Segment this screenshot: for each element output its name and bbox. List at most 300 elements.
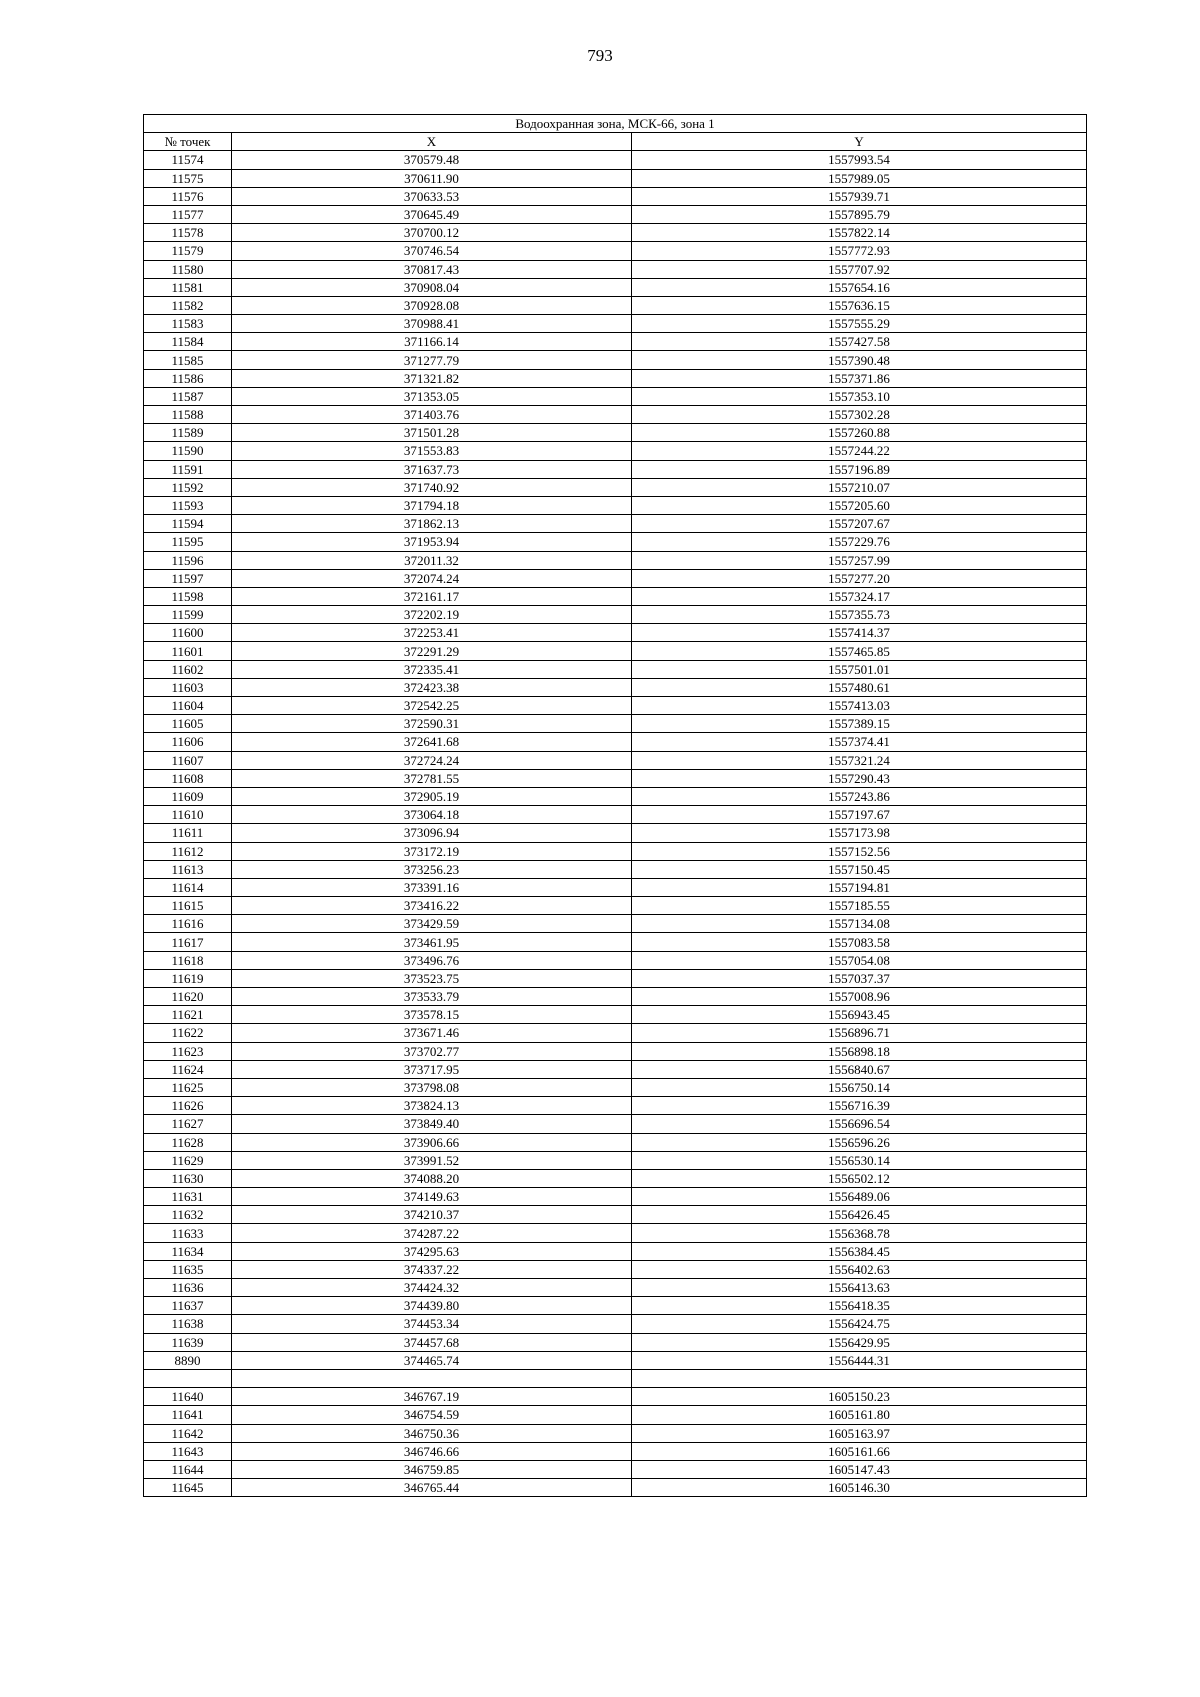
cell-x: 372011.32 — [232, 551, 632, 569]
cell-y: 1556716.39 — [632, 1097, 1087, 1115]
cell-x: 346754.59 — [232, 1406, 632, 1424]
cell-point-number: 11577 — [144, 205, 232, 223]
cell-y: 1557389.15 — [632, 715, 1087, 733]
page-number: 793 — [587, 46, 613, 65]
cell-y: 1557707.92 — [632, 260, 1087, 278]
cell-point-number: 11629 — [144, 1151, 232, 1169]
table-row — [144, 351, 1087, 369]
table-row — [144, 478, 1087, 496]
cell-y: 1557196.89 — [632, 460, 1087, 478]
cell-y: 1556896.71 — [632, 1024, 1087, 1042]
cell-point-number: 11591 — [144, 460, 232, 478]
table-row — [144, 496, 1087, 514]
cell-x: 371403.76 — [232, 406, 632, 424]
cell-y: 1557374.41 — [632, 733, 1087, 751]
cell-point-number: 11640 — [144, 1388, 232, 1406]
cell-point-number: 11593 — [144, 496, 232, 514]
table-row — [144, 1006, 1087, 1024]
cell-y: 1557302.28 — [632, 406, 1087, 424]
cell-y: 1556943.45 — [632, 1006, 1087, 1024]
cell-point-number: 11643 — [144, 1442, 232, 1460]
cell-point-number: 11589 — [144, 424, 232, 442]
cell-y: 1605161.80 — [632, 1406, 1087, 1424]
cell-x: 371166.14 — [232, 333, 632, 351]
cell-point-number: 11581 — [144, 278, 232, 296]
cell-point-number: 11599 — [144, 606, 232, 624]
table-header-row — [144, 133, 1087, 151]
cell-y: 1605150.23 — [632, 1388, 1087, 1406]
cell-point-number: 11585 — [144, 351, 232, 369]
table-row — [144, 569, 1087, 587]
cell-point-number: 8890 — [144, 1351, 232, 1369]
cell-x: 373391.16 — [232, 878, 632, 896]
cell-y: 1556696.54 — [632, 1115, 1087, 1133]
table-row — [144, 242, 1087, 260]
cell-point-number: 11638 — [144, 1315, 232, 1333]
cell-y: 1557194.81 — [632, 878, 1087, 896]
cell-point-number: 11612 — [144, 842, 232, 860]
cell-x: 373717.95 — [232, 1060, 632, 1078]
cell-point-number: 11578 — [144, 224, 232, 242]
cell-y: 1557371.86 — [632, 369, 1087, 387]
cell-point-number: 11595 — [144, 533, 232, 551]
cell-point-number: 11625 — [144, 1078, 232, 1096]
table-row — [144, 988, 1087, 1006]
cell-y: 1556596.26 — [632, 1133, 1087, 1151]
cell-y: 1556368.78 — [632, 1224, 1087, 1242]
cell-x: 374149.63 — [232, 1188, 632, 1206]
table-body — [144, 151, 1087, 1497]
cell-x: 372905.19 — [232, 787, 632, 805]
cell-y: 1605146.30 — [632, 1479, 1087, 1497]
cell-y: 1557989.05 — [632, 169, 1087, 187]
cell-x: 373064.18 — [232, 806, 632, 824]
cell-point-number: 11619 — [144, 969, 232, 987]
table-row — [144, 824, 1087, 842]
cell-x: 371501.28 — [232, 424, 632, 442]
cell-point-number: 11601 — [144, 642, 232, 660]
cell-point-number: 11630 — [144, 1169, 232, 1187]
cell-x: 346750.36 — [232, 1424, 632, 1442]
cell-point-number: 11623 — [144, 1042, 232, 1060]
table-row — [144, 897, 1087, 915]
cell-y: 1605163.97 — [632, 1424, 1087, 1442]
cell-y: 1556426.45 — [632, 1206, 1087, 1224]
cell-x: 372074.24 — [232, 569, 632, 587]
cell-x: 370579.48 — [232, 151, 632, 169]
table-row — [144, 296, 1087, 314]
cell-y: 1556840.67 — [632, 1060, 1087, 1078]
cell-y: 1557555.29 — [632, 315, 1087, 333]
cell-y: 1556429.95 — [632, 1333, 1087, 1351]
cell-y: 1557895.79 — [632, 205, 1087, 223]
cell-point-number: 11613 — [144, 860, 232, 878]
cell-y: 1556444.31 — [632, 1351, 1087, 1369]
cell-point-number: 11644 — [144, 1460, 232, 1478]
cell-x: 370908.04 — [232, 278, 632, 296]
cell-point-number: 11627 — [144, 1115, 232, 1133]
cell-point-number: 11618 — [144, 951, 232, 969]
cell-point-number: 11605 — [144, 715, 232, 733]
table-row — [144, 787, 1087, 805]
table-row — [144, 1406, 1087, 1424]
cell-y: 1557083.58 — [632, 933, 1087, 951]
cell-point-number: 11636 — [144, 1279, 232, 1297]
cell-point-number: 11620 — [144, 988, 232, 1006]
cell-x: 373991.52 — [232, 1151, 632, 1169]
cell-x: 374439.80 — [232, 1297, 632, 1315]
cell-x: 371862.13 — [232, 515, 632, 533]
cell-x: 370700.12 — [232, 224, 632, 242]
table-row — [144, 1060, 1087, 1078]
cell-point-number: 11624 — [144, 1060, 232, 1078]
cell-y: 1557244.22 — [632, 442, 1087, 460]
cell-x: 372161.17 — [232, 587, 632, 605]
cell-x: 373172.19 — [232, 842, 632, 860]
cell-x: 370928.08 — [232, 296, 632, 314]
table-row — [144, 1424, 1087, 1442]
table-row — [144, 442, 1087, 460]
table-row — [144, 260, 1087, 278]
cell-x: 374287.22 — [232, 1224, 632, 1242]
table-row — [144, 1279, 1087, 1297]
cell-y: 1556424.75 — [632, 1315, 1087, 1333]
cell-x: 374088.20 — [232, 1169, 632, 1187]
cell-y: 1557054.08 — [632, 951, 1087, 969]
cell-y: 1557465.85 — [632, 642, 1087, 660]
cell-x: 371740.92 — [232, 478, 632, 496]
cell-point-number: 11583 — [144, 315, 232, 333]
table-row — [144, 606, 1087, 624]
cell-y: 1557185.55 — [632, 897, 1087, 915]
table-row — [144, 1442, 1087, 1460]
table-row — [144, 460, 1087, 478]
cell-x: 373849.40 — [232, 1115, 632, 1133]
cell-point-number: 11637 — [144, 1297, 232, 1315]
cell-x: 373416.22 — [232, 897, 632, 915]
table-row — [144, 1078, 1087, 1096]
cell-x: 373429.59 — [232, 915, 632, 933]
table-row — [144, 1351, 1087, 1369]
header-y: Y — [632, 133, 1087, 151]
cell-point-number: 11617 — [144, 933, 232, 951]
cell-y — [632, 1369, 1087, 1387]
table-row — [144, 169, 1087, 187]
table-row — [144, 624, 1087, 642]
cell-y: 1556898.18 — [632, 1042, 1087, 1060]
cell-point-number: 11603 — [144, 678, 232, 696]
cell-y: 1557939.71 — [632, 187, 1087, 205]
cell-x: 370988.41 — [232, 315, 632, 333]
cell-y: 1557822.14 — [632, 224, 1087, 242]
cell-y: 1605147.43 — [632, 1460, 1087, 1478]
cell-x: 371353.05 — [232, 387, 632, 405]
cell-x: 374210.37 — [232, 1206, 632, 1224]
table-row — [144, 1388, 1087, 1406]
cell-point-number: 11616 — [144, 915, 232, 933]
cell-x: 373702.77 — [232, 1042, 632, 1060]
cell-y: 1557207.67 — [632, 515, 1087, 533]
cell-point-number: 11604 — [144, 697, 232, 715]
table-row — [144, 224, 1087, 242]
cell-y: 1556489.06 — [632, 1188, 1087, 1206]
cell-y: 1556530.14 — [632, 1151, 1087, 1169]
cell-x: 372423.38 — [232, 678, 632, 696]
cell-x: 372590.31 — [232, 715, 632, 733]
cell-point-number: 11622 — [144, 1024, 232, 1042]
cell-y: 1556402.63 — [632, 1260, 1087, 1278]
cell-x: 374465.74 — [232, 1351, 632, 1369]
table-row — [144, 1206, 1087, 1224]
cell-point-number: 11600 — [144, 624, 232, 642]
table-row — [144, 733, 1087, 751]
header-x: X — [232, 133, 632, 151]
table-row — [144, 1297, 1087, 1315]
cell-y: 1557243.86 — [632, 787, 1087, 805]
table-row — [144, 1133, 1087, 1151]
table-row — [144, 151, 1087, 169]
cell-y: 1557257.99 — [632, 551, 1087, 569]
cell-x: 346767.19 — [232, 1388, 632, 1406]
cell-y: 1557290.43 — [632, 769, 1087, 787]
cell-x: 373906.66 — [232, 1133, 632, 1151]
cell-point-number: 11582 — [144, 296, 232, 314]
table-row — [144, 660, 1087, 678]
table-row — [144, 369, 1087, 387]
table-row — [144, 678, 1087, 696]
cell-x: 372335.41 — [232, 660, 632, 678]
header-point-number: № точек — [144, 133, 232, 151]
cell-point-number: 11592 — [144, 478, 232, 496]
cell-x: 373096.94 — [232, 824, 632, 842]
cell-point-number: 11614 — [144, 878, 232, 896]
cell-y: 1557037.37 — [632, 969, 1087, 987]
table-row — [144, 387, 1087, 405]
cell-x: 374424.32 — [232, 1279, 632, 1297]
cell-y: 1557008.96 — [632, 988, 1087, 1006]
cell-point-number: 11633 — [144, 1224, 232, 1242]
cell-x: 371794.18 — [232, 496, 632, 514]
table-row — [144, 969, 1087, 987]
cell-x: 372641.68 — [232, 733, 632, 751]
table-row — [144, 1315, 1087, 1333]
cell-point-number: 11576 — [144, 187, 232, 205]
cell-x: 373523.75 — [232, 969, 632, 987]
table-row — [144, 642, 1087, 660]
table-row — [144, 205, 1087, 223]
cell-x: 374337.22 — [232, 1260, 632, 1278]
cell-x: 373461.95 — [232, 933, 632, 951]
cell-point-number — [144, 1369, 232, 1387]
cell-y: 1557353.10 — [632, 387, 1087, 405]
cell-point-number: 11631 — [144, 1188, 232, 1206]
cell-y: 1556413.63 — [632, 1279, 1087, 1297]
cell-x: 373798.08 — [232, 1078, 632, 1096]
table-row — [144, 1479, 1087, 1497]
cell-point-number: 11607 — [144, 751, 232, 769]
table-row — [144, 842, 1087, 860]
cell-x: 372781.55 — [232, 769, 632, 787]
cell-x: 370645.49 — [232, 205, 632, 223]
table-row — [144, 860, 1087, 878]
table-title-row — [144, 115, 1087, 133]
table-row — [144, 333, 1087, 351]
cell-x: 371553.83 — [232, 442, 632, 460]
cell-point-number: 11596 — [144, 551, 232, 569]
cell-point-number: 11590 — [144, 442, 232, 460]
cell-x: 346746.66 — [232, 1442, 632, 1460]
cell-x: 346765.44 — [232, 1479, 632, 1497]
cell-x: 370633.53 — [232, 187, 632, 205]
table-row — [144, 1460, 1087, 1478]
table-row — [144, 1369, 1087, 1387]
table-row — [144, 1260, 1087, 1278]
cell-y: 1557413.03 — [632, 697, 1087, 715]
table-row — [144, 1333, 1087, 1351]
coordinates-table — [143, 114, 1087, 1497]
cell-x: 372542.25 — [232, 697, 632, 715]
table-row — [144, 715, 1087, 733]
table-row — [144, 515, 1087, 533]
cell-y: 1557324.17 — [632, 587, 1087, 605]
cell-point-number: 11606 — [144, 733, 232, 751]
cell-x: 373578.15 — [232, 1006, 632, 1024]
cell-y: 1556384.45 — [632, 1242, 1087, 1260]
cell-x: 371953.94 — [232, 533, 632, 551]
cell-point-number: 11621 — [144, 1006, 232, 1024]
cell-point-number: 11584 — [144, 333, 232, 351]
table-row — [144, 769, 1087, 787]
cell-y: 1556418.35 — [632, 1297, 1087, 1315]
cell-y: 1605161.66 — [632, 1442, 1087, 1460]
cell-x: 372724.24 — [232, 751, 632, 769]
table-row — [144, 187, 1087, 205]
cell-y: 1557152.56 — [632, 842, 1087, 860]
table-row — [144, 1097, 1087, 1115]
cell-y: 1557260.88 — [632, 424, 1087, 442]
table-row — [144, 533, 1087, 551]
table-row — [144, 878, 1087, 896]
cell-x: 373496.76 — [232, 951, 632, 969]
cell-point-number: 11575 — [144, 169, 232, 187]
cell-x: 372253.41 — [232, 624, 632, 642]
cell-y: 1557414.37 — [632, 624, 1087, 642]
cell-point-number: 11626 — [144, 1097, 232, 1115]
cell-y: 1557229.76 — [632, 533, 1087, 551]
cell-point-number: 11609 — [144, 787, 232, 805]
cell-y: 1557480.61 — [632, 678, 1087, 696]
table-row — [144, 1024, 1087, 1042]
cell-point-number: 11611 — [144, 824, 232, 842]
cell-y: 1557772.93 — [632, 242, 1087, 260]
table-row — [144, 806, 1087, 824]
cell-y: 1557205.60 — [632, 496, 1087, 514]
cell-x: 372202.19 — [232, 606, 632, 624]
cell-point-number: 11610 — [144, 806, 232, 824]
cell-y: 1557501.01 — [632, 660, 1087, 678]
cell-point-number: 11579 — [144, 242, 232, 260]
cell-x — [232, 1369, 632, 1387]
cell-y: 1557173.98 — [632, 824, 1087, 842]
table-row — [144, 1151, 1087, 1169]
cell-x: 373533.79 — [232, 988, 632, 1006]
cell-x: 371277.79 — [232, 351, 632, 369]
cell-point-number: 11635 — [144, 1260, 232, 1278]
cell-point-number: 11580 — [144, 260, 232, 278]
cell-point-number: 11641 — [144, 1406, 232, 1424]
cell-point-number: 11588 — [144, 406, 232, 424]
cell-x: 371321.82 — [232, 369, 632, 387]
cell-y: 1557427.58 — [632, 333, 1087, 351]
cell-x: 373671.46 — [232, 1024, 632, 1042]
table-row — [144, 406, 1087, 424]
cell-point-number: 11639 — [144, 1333, 232, 1351]
cell-y: 1557321.24 — [632, 751, 1087, 769]
table-row — [144, 751, 1087, 769]
cell-x: 374453.34 — [232, 1315, 632, 1333]
cell-y: 1557390.48 — [632, 351, 1087, 369]
cell-x: 346759.85 — [232, 1460, 632, 1478]
cell-point-number: 11632 — [144, 1206, 232, 1224]
cell-y: 1557277.20 — [632, 569, 1087, 587]
table-row — [144, 951, 1087, 969]
cell-point-number: 11615 — [144, 897, 232, 915]
cell-x: 373824.13 — [232, 1097, 632, 1115]
cell-x: 370746.54 — [232, 242, 632, 260]
cell-x: 371637.73 — [232, 460, 632, 478]
cell-y: 1556750.14 — [632, 1078, 1087, 1096]
table-row — [144, 1042, 1087, 1060]
cell-point-number: 11608 — [144, 769, 232, 787]
cell-y: 1557636.15 — [632, 296, 1087, 314]
table-row — [144, 587, 1087, 605]
cell-point-number: 11634 — [144, 1242, 232, 1260]
table-title: Водоохранная зона, МСК-66, зона 1 — [144, 115, 1087, 133]
table-row — [144, 1242, 1087, 1260]
cell-y: 1557355.73 — [632, 606, 1087, 624]
table-row — [144, 1169, 1087, 1187]
table-row — [144, 424, 1087, 442]
table-row — [144, 933, 1087, 951]
cell-y: 1557654.16 — [632, 278, 1087, 296]
cell-point-number: 11574 — [144, 151, 232, 169]
cell-point-number: 11587 — [144, 387, 232, 405]
cell-x: 370817.43 — [232, 260, 632, 278]
table-row — [144, 915, 1087, 933]
cell-y: 1557993.54 — [632, 151, 1087, 169]
table-row — [144, 1224, 1087, 1242]
cell-point-number: 11602 — [144, 660, 232, 678]
table-row — [144, 551, 1087, 569]
cell-point-number: 11598 — [144, 587, 232, 605]
cell-point-number: 11628 — [144, 1133, 232, 1151]
table-row — [144, 1115, 1087, 1133]
table-row — [144, 278, 1087, 296]
cell-point-number: 11645 — [144, 1479, 232, 1497]
cell-point-number: 11597 — [144, 569, 232, 587]
cell-y: 1557197.67 — [632, 806, 1087, 824]
cell-point-number: 11586 — [144, 369, 232, 387]
table-row — [144, 697, 1087, 715]
cell-point-number: 11594 — [144, 515, 232, 533]
cell-y: 1557210.07 — [632, 478, 1087, 496]
cell-y: 1557134.08 — [632, 915, 1087, 933]
cell-x: 370611.90 — [232, 169, 632, 187]
cell-x: 374295.63 — [232, 1242, 632, 1260]
cell-y: 1556502.12 — [632, 1169, 1087, 1187]
cell-point-number: 11642 — [144, 1424, 232, 1442]
cell-x: 373256.23 — [232, 860, 632, 878]
